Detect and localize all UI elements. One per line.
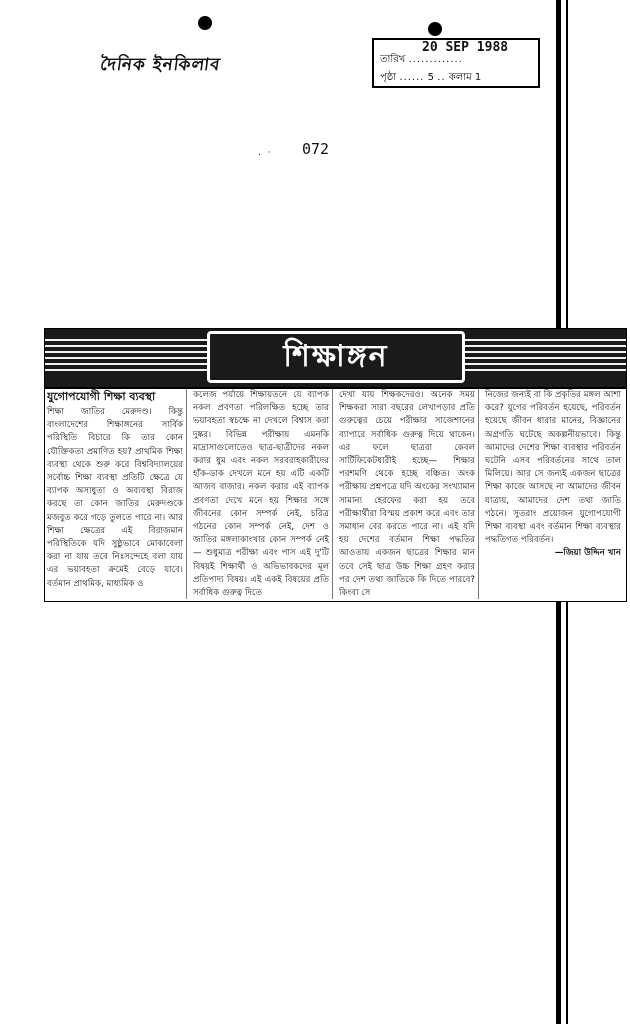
- stamp-page-row: [380, 70, 481, 87]
- newspaper-clipping: [44, 328, 627, 602]
- stamp-dots: ......: [399, 72, 425, 83]
- stamp-column-value: 1: [474, 72, 482, 83]
- stamp-dots-2: ..: [437, 72, 446, 83]
- banner-title-plate: [207, 331, 465, 383]
- banner-title: শিক্ষাঙ্গন: [283, 338, 389, 374]
- stamp-date-dots: .............: [408, 54, 463, 65]
- article-headline: যুগোপযোগী শিক্ষা ব্যবস্থা: [47, 390, 156, 403]
- stamp-date: 20 SEP 1988: [422, 40, 509, 55]
- column-text: কলেজ পর্যায়ে শিক্ষায়তনে যে ব্যাপক নকল প্রবণতা পরিলক্ষিত হচ্ছে তার ভয়াবহতা স্বচক্ষে না দেখলে বিশ্বাস করা দুষ্কর। বিভিন্ন পরীক্ষায় এমনকি মাদ্রাসাগুলোতেও ছাত্র-ছাত্রীদের নকল করার ধুম এবং নকল সরবরাহকারীদের হাঁক-ডাক দেখলে মনে হয় এটি একটি আজব বাজার। নকল করার এই ব্যাপক প্রবণতা দেখে মনে হয় শিক্ষার সঙ্গে জীবনের কোন সম্পর্ক নেই, চরিত্র গঠনের কোন সম্পর্ক নেই, দেশ ও জাতির মঙ্গলাকাংখার কোন সম্পর্ক নেই— শুধুমাত্র পরীক্ষা এবং পাস এই দু'টি বিষয়ই শিক্ষার্থী ও অভিভাবকদের মূল প্রতিপাদ্য বিষয়। এই একই বিষয়ের প্রতি সর্বাধিক গুরুত্ব দিতে: [193, 390, 329, 599]
- column-text: নিজের জন্যই বা কি প্রকৃতির মঙ্গল আশা করে? যুগের পরিবর্তন হয়েছে, পরিবর্তন হয়েছে জীবন ধারার মানের, বিজ্ঞানের অগ্রগতি ঘটেছে অকল্পনীয়ভাবে। কিন্তু আমাদের দেশের শিক্ষা ব্যবস্থার পরিবর্তন ঘটেনি এসব পরিবর্তনের সাথে তাল মিলিয়ে। আর সে জন্যই একজন ছাত্রের শিক্ষা কাজে আসছে না আমাদের জীবন যাত্রায়, আমাদের দেশ তথা জাতি গঠনে। সুতরাং প্রয়োজন যুগোপযোগী শিক্ষা ব্যবস্থা এবং বর্তমান শিক্ষা ব্যবস্থার পদ্ধতিগত পরিবর্তন।: [485, 390, 621, 546]
- column-text: শিক্ষা জাতির মেরুদণ্ড। কিন্তু বাংলাদেশের শিক্ষাঙ্গনের সার্বিক পরিস্থিতি বিচারে কি তার কোন যৌক্তিকতা প্রমাণিত হয়? প্রাথমিক শিক্ষা ব্যবস্থা থেকে শুরু করে বিশ্ববিদ্যালয়ের সর্বোচ্চ শিক্ষা ব্যবস্থা প্রতিটি ক্ষেত্রে যে ব্যাপক অসাধুতা ও অব্যবস্থা বিরাজ করছে তা কোন জাতির মেরুদণ্ডকে মজবুত করে গড়ে তুলতে পারে না। আর শিক্ষা ক্ষেত্রের এই বিরাজমান পরিস্থিতিকে যদি সুষ্ঠুভাবে মোকাবেলা করা না যায় তবে নিঃসন্দেহে বলা যায় এর ভয়াবহতা ক্রমেই বেড়ে যাবে। বর্তমান প্রাথমিক, মাধ্যমিক ও: [47, 407, 183, 589]
- archive-page-number: 072: [302, 140, 330, 158]
- article-column-4: [485, 389, 624, 599]
- article-column-1: [47, 389, 187, 599]
- stamp-column-label: কলাম: [448, 72, 472, 83]
- stamp-date-row: [380, 52, 463, 69]
- date-stamp: [372, 38, 540, 88]
- author-byline: —জিয়া উদ্দিন খান: [554, 548, 621, 559]
- punch-hole-right: [428, 22, 442, 36]
- stamp-page-value: 5: [427, 72, 435, 83]
- ink-specks: . ·: [258, 148, 273, 158]
- stamp-page-label: পৃষ্ঠা: [380, 72, 397, 83]
- article-columns: [47, 389, 624, 599]
- newspaper-masthead: দৈনিক ইনকিলাব: [98, 55, 222, 75]
- section-banner: [45, 329, 626, 389]
- stamp-date-label: তারিখ: [380, 54, 406, 65]
- article-column-3: [339, 389, 479, 599]
- punch-hole-left: [198, 16, 212, 30]
- column-text: দেখা যায় শিক্ষকদেরও। অনেক সময় শিক্ষকরা সারা বছরের লেখাপড়ার প্রতি গুরুত্বের চেয়ে পরীক্ষার সাজেশানের ব্যাপারে সর্বাধিক গুরুত্ব দিয়ে থাকেন। এর ফলে ছাত্ররা কেবল সার্টিফিকেটধারীই হচ্ছে— শিক্ষার পরশমণি থেকে হচ্ছে বঞ্চিত। অংক পরীক্ষায় প্রশ্নপত্রে যদি অংকের সংখ্যামান সামান্য হেরফের করা হয় তবে পরীক্ষার্থীরা বিস্ময় প্রকাশ করে এবং তার সমাধান বের করতে পারে না। এই যদি হয় দেশের বর্তমান শিক্ষা পদ্ধতির আওতায় একজন ছাত্রের শিক্ষার মান তবে সেই ছাত্র উচ্চ শিক্ষা গ্রহণ করার পর দেশ তথা জাতিকে কি দিতে পারবে? কিংবা সে: [339, 390, 475, 599]
- article-column-2: [193, 389, 333, 599]
